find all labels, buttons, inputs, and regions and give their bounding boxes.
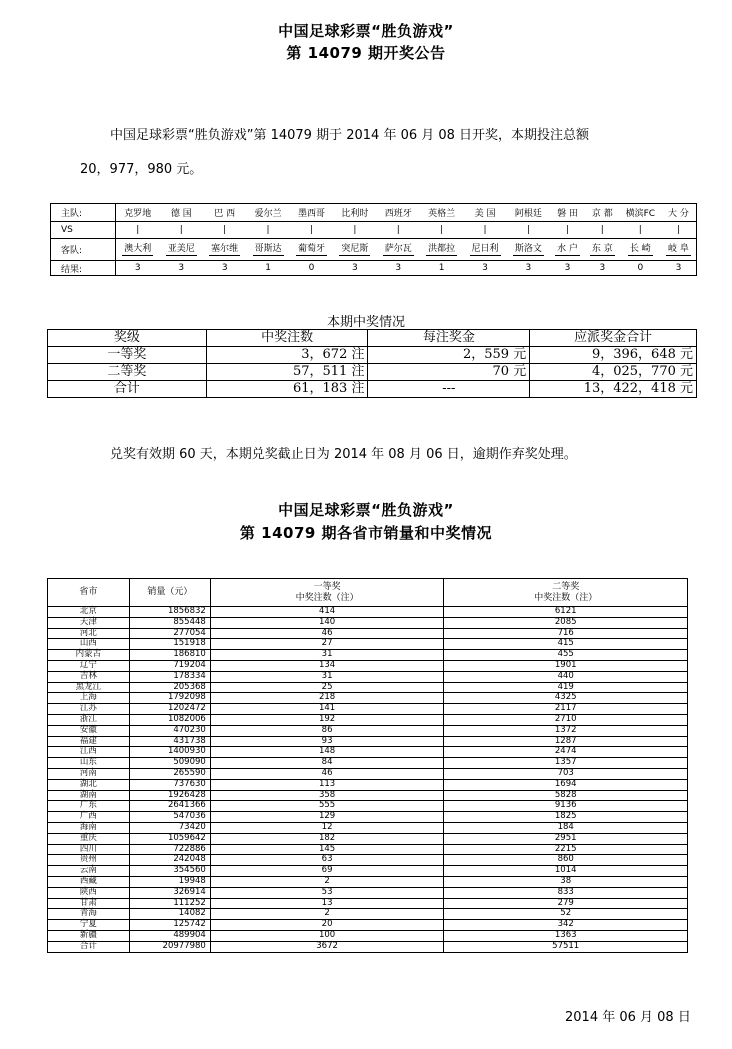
province-section-title: 中国足球彩票“胜负游戏” xyxy=(278,501,454,519)
province-second-prize: 1825 xyxy=(444,812,688,823)
province-sales: 1792098 xyxy=(129,693,210,704)
province-name: 山东 xyxy=(48,758,130,769)
province-sales: 489904 xyxy=(129,930,210,941)
province-row xyxy=(48,617,688,628)
vs-mark-3: | xyxy=(203,222,246,239)
province-first-prize: 414 xyxy=(210,607,444,618)
province-row xyxy=(48,833,688,844)
match-table xyxy=(50,203,697,276)
province-name: 浙江 xyxy=(48,714,130,725)
province-second-prize: 415 xyxy=(444,639,688,650)
home-team-11: 磐 田 xyxy=(550,204,585,222)
province-second-prize: 1357 xyxy=(444,758,688,769)
away-team-7 xyxy=(377,239,420,261)
province-sales: 722886 xyxy=(129,844,210,855)
province-row xyxy=(48,790,688,801)
province-name: 河北 xyxy=(48,628,130,639)
province-first-prize: 63 xyxy=(210,855,444,866)
province-sales: 431738 xyxy=(129,736,210,747)
vs-mark-6: | xyxy=(333,222,376,239)
province-sales: 19948 xyxy=(129,876,210,887)
col-second-prize-title: 二等奖 xyxy=(552,581,580,592)
announcement-subtitle: 第 14079 期开奖公告 xyxy=(286,44,446,62)
province-first-prize: 555 xyxy=(210,801,444,812)
vs-mark-12: | xyxy=(585,222,620,239)
prize-header-3: 每注奖金 xyxy=(368,330,530,347)
province-row xyxy=(48,812,688,823)
province-sales: 719204 xyxy=(129,660,210,671)
province-name: 福建 xyxy=(48,736,130,747)
province-first-prize: 13 xyxy=(210,898,444,909)
match-result-3: 3 xyxy=(203,261,246,276)
away-team-name: 斯洛文 xyxy=(514,244,542,254)
vs-mark-4: | xyxy=(246,222,289,239)
away-team-name: 塞尔维 xyxy=(211,244,239,254)
match-result-10: 3 xyxy=(507,261,550,276)
province-first-prize: 53 xyxy=(210,887,444,898)
province-second-prize: 38 xyxy=(444,876,688,887)
province-row xyxy=(48,920,688,931)
vs-mark-9: | xyxy=(463,222,506,239)
province-row xyxy=(48,930,688,941)
province-row xyxy=(48,704,688,715)
away-team-9 xyxy=(463,239,506,261)
province-second-prize: 6121 xyxy=(444,607,688,618)
province-sales: 354560 xyxy=(129,866,210,877)
province-row xyxy=(48,650,688,661)
prize-cell: 3，672 注 xyxy=(206,347,368,364)
col-province: 省市 xyxy=(48,579,130,607)
province-sales: 265590 xyxy=(129,768,210,779)
col-first-prize xyxy=(210,579,444,607)
province-name: 陕西 xyxy=(48,887,130,898)
away-team-12 xyxy=(585,239,620,261)
province-row xyxy=(48,855,688,866)
province-sales: 20977980 xyxy=(129,941,210,952)
province-first-prize: 93 xyxy=(210,736,444,747)
vs-mark-11: | xyxy=(550,222,585,239)
province-first-prize: 100 xyxy=(210,930,444,941)
province-second-prize: 342 xyxy=(444,920,688,931)
home-team-8: 英格兰 xyxy=(420,204,463,222)
province-row xyxy=(48,866,688,877)
vs-mark-5: | xyxy=(290,222,333,239)
province-name: 黑龙江 xyxy=(48,682,130,693)
province-row xyxy=(48,693,688,704)
result-row xyxy=(51,261,697,276)
away-team-8 xyxy=(420,239,463,261)
province-sales: 547036 xyxy=(129,812,210,823)
province-sales: 277054 xyxy=(129,628,210,639)
match-result-13: 0 xyxy=(620,261,661,276)
province-first-prize: 2 xyxy=(210,876,444,887)
province-second-prize: 2474 xyxy=(444,747,688,758)
home-team-10: 阿根廷 xyxy=(507,204,550,222)
home-team-6: 比利时 xyxy=(333,204,376,222)
province-sales: 509090 xyxy=(129,758,210,769)
province-name: 海南 xyxy=(48,822,130,833)
col-second-prize xyxy=(444,579,688,607)
province-first-prize: 25 xyxy=(210,682,444,693)
match-result-12: 3 xyxy=(585,261,620,276)
vs-label: VS xyxy=(51,222,116,239)
home-team-4: 爱尔兰 xyxy=(246,204,289,222)
province-second-prize: 2710 xyxy=(444,714,688,725)
province-row xyxy=(48,801,688,812)
away-team-name: 澳大利 xyxy=(124,244,152,254)
intro-line-2: 20，977，980 元。 xyxy=(80,162,203,177)
province-second-prize: 1363 xyxy=(444,930,688,941)
col-second-prize-sub: 中奖注数（注） xyxy=(534,592,598,603)
vs-mark-14: | xyxy=(661,222,697,239)
province-sales: 111252 xyxy=(129,898,210,909)
province-second-prize: 2215 xyxy=(444,844,688,855)
away-team-1 xyxy=(116,239,160,261)
province-first-prize: 27 xyxy=(210,639,444,650)
province-first-prize: 148 xyxy=(210,747,444,758)
away-team-name: 水 户 xyxy=(557,244,578,254)
province-name: 青海 xyxy=(48,909,130,920)
home-label: 主队: xyxy=(51,204,116,222)
match-result-8: 1 xyxy=(420,261,463,276)
claim-notice: 兑奖有效期 60 天，本期兑奖截止日为 2014 年 08 月 06 日，逾期作弃奖处理。 xyxy=(110,447,577,462)
province-name: 山西 xyxy=(48,639,130,650)
province-name: 河南 xyxy=(48,768,130,779)
province-table xyxy=(47,578,688,953)
province-first-prize: 141 xyxy=(210,704,444,715)
province-row xyxy=(48,736,688,747)
province-name: 四川 xyxy=(48,844,130,855)
province-row xyxy=(48,822,688,833)
province-row xyxy=(48,714,688,725)
province-name: 西藏 xyxy=(48,876,130,887)
province-second-prize: 703 xyxy=(444,768,688,779)
province-sales: 1926428 xyxy=(129,790,210,801)
prize-section-title: 本期中奖情况 xyxy=(326,315,405,330)
footer-date: 2014 年 06 月 08 日 xyxy=(565,1010,691,1025)
match-result-5: 0 xyxy=(290,261,333,276)
match-result-2: 3 xyxy=(160,261,203,276)
province-sales: 1059642 xyxy=(129,833,210,844)
prize-cell: 二等奖 xyxy=(48,364,207,381)
province-name: 湖北 xyxy=(48,779,130,790)
province-row xyxy=(48,628,688,639)
away-team-11 xyxy=(550,239,585,261)
province-first-prize: 20 xyxy=(210,920,444,931)
home-team-3: 巴 西 xyxy=(203,204,246,222)
away-team-2 xyxy=(160,239,203,261)
province-name: 贵州 xyxy=(48,855,130,866)
away-team-14 xyxy=(661,239,697,261)
province-name: 宁夏 xyxy=(48,920,130,931)
province-second-prize: 57511 xyxy=(444,941,688,952)
province-name: 新疆 xyxy=(48,930,130,941)
province-section-subtitle: 第 14079 期各省市销量和中奖情况 xyxy=(239,524,493,542)
away-team-13 xyxy=(620,239,661,261)
announcement-title: 中国足球彩票“胜负游戏” xyxy=(278,22,454,40)
province-first-prize: 218 xyxy=(210,693,444,704)
match-result-9: 3 xyxy=(463,261,506,276)
away-team-3 xyxy=(203,239,246,261)
away-team-10 xyxy=(507,239,550,261)
province-name: 内蒙古 xyxy=(48,650,130,661)
home-team-5: 墨西哥 xyxy=(290,204,333,222)
province-name: 江西 xyxy=(48,747,130,758)
prize-row xyxy=(48,381,697,398)
province-second-prize: 716 xyxy=(444,628,688,639)
province-second-prize: 419 xyxy=(444,682,688,693)
province-name: 广西 xyxy=(48,812,130,823)
home-team-14: 大 分 xyxy=(661,204,697,222)
prize-header-4: 应派奖金合计 xyxy=(530,330,697,347)
prize-header-2: 中奖注数 xyxy=(206,330,368,347)
province-sales: 1202472 xyxy=(129,704,210,715)
province-name: 合计 xyxy=(48,941,130,952)
home-team-1: 克罗地 xyxy=(116,204,160,222)
province-second-prize: 184 xyxy=(444,822,688,833)
province-name: 安徽 xyxy=(48,725,130,736)
away-label: 客队: xyxy=(51,239,116,261)
province-sales: 73420 xyxy=(129,822,210,833)
away-team-name: 萨尔瓦 xyxy=(384,244,412,254)
province-first-prize: 31 xyxy=(210,671,444,682)
away-team-6 xyxy=(333,239,376,261)
province-name: 甘肃 xyxy=(48,898,130,909)
prize-row xyxy=(48,364,697,381)
col-first-prize-sub: 中奖注数（注） xyxy=(295,592,359,603)
col-sales: 销量（元） xyxy=(129,579,210,607)
province-first-prize: 129 xyxy=(210,812,444,823)
province-sales: 1856832 xyxy=(129,607,210,618)
province-first-prize: 86 xyxy=(210,725,444,736)
prize-cell: 57，511 注 xyxy=(206,364,368,381)
province-row xyxy=(48,758,688,769)
province-sales: 855448 xyxy=(129,617,210,628)
province-first-prize: 69 xyxy=(210,866,444,877)
away-team-4 xyxy=(246,239,289,261)
province-first-prize: 140 xyxy=(210,617,444,628)
away-team-name: 突尼斯 xyxy=(341,244,369,254)
province-second-prize: 9136 xyxy=(444,801,688,812)
prize-table-header xyxy=(48,330,697,347)
vs-mark-2: | xyxy=(160,222,203,239)
province-sales: 2641366 xyxy=(129,801,210,812)
vs-mark-10: | xyxy=(507,222,550,239)
prize-cell: 合计 xyxy=(48,381,207,398)
province-first-prize: 134 xyxy=(210,660,444,671)
province-sales: 178334 xyxy=(129,671,210,682)
province-sales: 470230 xyxy=(129,725,210,736)
province-sales: 1400930 xyxy=(129,747,210,758)
province-second-prize: 455 xyxy=(444,650,688,661)
province-row xyxy=(48,747,688,758)
away-team-name: 洪都拉 xyxy=(428,244,456,254)
province-first-prize: 2 xyxy=(210,909,444,920)
prize-cell: 一等奖 xyxy=(48,347,207,364)
province-first-prize: 145 xyxy=(210,844,444,855)
province-name: 辽宁 xyxy=(48,660,130,671)
province-second-prize: 5828 xyxy=(444,790,688,801)
col-first-prize-title: 一等奖 xyxy=(313,581,341,592)
province-row xyxy=(48,607,688,618)
province-row xyxy=(48,844,688,855)
province-sales: 1082006 xyxy=(129,714,210,725)
province-first-prize: 12 xyxy=(210,822,444,833)
vs-mark-1: | xyxy=(116,222,160,239)
away-team-name: 长 崎 xyxy=(629,244,651,254)
province-sales: 14082 xyxy=(129,909,210,920)
province-name: 天津 xyxy=(48,617,130,628)
prize-cell: --- xyxy=(368,381,530,398)
province-first-prize: 182 xyxy=(210,833,444,844)
away-team-name: 岐 阜 xyxy=(668,244,689,254)
home-team-13: 横滨FC xyxy=(620,204,661,222)
prize-row xyxy=(48,347,697,364)
province-name: 北京 xyxy=(48,607,130,618)
vs-row xyxy=(51,222,697,239)
province-row xyxy=(48,682,688,693)
away-team-name: 葡萄牙 xyxy=(297,244,325,254)
away-team-5 xyxy=(290,239,333,261)
home-team-2: 德 国 xyxy=(160,204,203,222)
home-team-12: 京 都 xyxy=(585,204,620,222)
match-result-4: 1 xyxy=(246,261,289,276)
away-team-name: 东 京 xyxy=(591,244,613,254)
province-second-prize: 1901 xyxy=(444,660,688,671)
province-row xyxy=(48,876,688,887)
province-table-header xyxy=(48,579,688,607)
prize-cell: 13，422，418 元 xyxy=(530,381,697,398)
vs-mark-7: | xyxy=(377,222,420,239)
province-row xyxy=(48,779,688,790)
province-name: 重庆 xyxy=(48,833,130,844)
province-row xyxy=(48,639,688,650)
province-first-prize: 84 xyxy=(210,758,444,769)
province-sales: 326914 xyxy=(129,887,210,898)
province-sales: 125742 xyxy=(129,920,210,931)
province-first-prize: 192 xyxy=(210,714,444,725)
province-second-prize: 833 xyxy=(444,887,688,898)
away-team-name: 哥斯达 xyxy=(254,244,282,254)
vs-mark-8: | xyxy=(420,222,463,239)
match-result-1: 3 xyxy=(116,261,160,276)
province-sales: 151918 xyxy=(129,639,210,650)
province-first-prize: 46 xyxy=(210,768,444,779)
province-row xyxy=(48,898,688,909)
province-sales: 186810 xyxy=(129,650,210,661)
home-team-9: 美 国 xyxy=(463,204,506,222)
province-name: 云南 xyxy=(48,866,130,877)
province-first-prize: 113 xyxy=(210,779,444,790)
province-sales: 737630 xyxy=(129,779,210,790)
intro-line-1: 中国足球彩票“胜负游戏”第 14079 期于 2014 年 06 月 08 日开奖，本期投注总额 xyxy=(110,128,590,143)
match-result-14: 3 xyxy=(661,261,697,276)
province-sales: 242048 xyxy=(129,855,210,866)
province-name: 江苏 xyxy=(48,704,130,715)
province-name: 湖南 xyxy=(48,790,130,801)
vs-mark-13: | xyxy=(620,222,661,239)
province-first-prize: 3672 xyxy=(210,941,444,952)
province-second-prize: 2951 xyxy=(444,833,688,844)
province-row xyxy=(48,887,688,898)
province-row xyxy=(48,768,688,779)
prize-header-1: 奖级 xyxy=(48,330,207,347)
province-row xyxy=(48,725,688,736)
prize-cell: 2，559 元 xyxy=(368,347,530,364)
match-result-6: 3 xyxy=(333,261,376,276)
province-first-prize: 31 xyxy=(210,650,444,661)
away-team-name: 亚美尼 xyxy=(167,244,195,254)
province-second-prize: 1014 xyxy=(444,866,688,877)
result-label: 结果: xyxy=(51,261,116,276)
province-second-prize: 1287 xyxy=(444,736,688,747)
prize-cell: 9，396，648 元 xyxy=(530,347,697,364)
home-team-7: 西班牙 xyxy=(377,204,420,222)
province-name: 吉林 xyxy=(48,671,130,682)
province-second-prize: 4325 xyxy=(444,693,688,704)
province-second-prize: 1694 xyxy=(444,779,688,790)
province-second-prize: 2117 xyxy=(444,704,688,715)
province-second-prize: 2085 xyxy=(444,617,688,628)
province-first-prize: 46 xyxy=(210,628,444,639)
prize-cell: 4，025，770 元 xyxy=(530,364,697,381)
away-team-name: 尼日利 xyxy=(471,244,499,254)
province-name: 广东 xyxy=(48,801,130,812)
province-first-prize: 358 xyxy=(210,790,444,801)
province-name: 上海 xyxy=(48,693,130,704)
prize-table xyxy=(47,329,697,398)
province-second-prize: 440 xyxy=(444,671,688,682)
match-result-7: 3 xyxy=(377,261,420,276)
province-second-prize: 279 xyxy=(444,898,688,909)
match-result-11: 3 xyxy=(550,261,585,276)
province-second-prize: 52 xyxy=(444,909,688,920)
province-second-prize: 1372 xyxy=(444,725,688,736)
home-team-row xyxy=(51,204,697,222)
province-row xyxy=(48,671,688,682)
province-second-prize: 860 xyxy=(444,855,688,866)
away-team-row xyxy=(51,239,697,261)
prize-cell: 61，183 注 xyxy=(206,381,368,398)
province-row xyxy=(48,941,688,952)
province-row xyxy=(48,660,688,671)
province-row xyxy=(48,909,688,920)
province-sales: 205368 xyxy=(129,682,210,693)
prize-cell: 70 元 xyxy=(368,364,530,381)
